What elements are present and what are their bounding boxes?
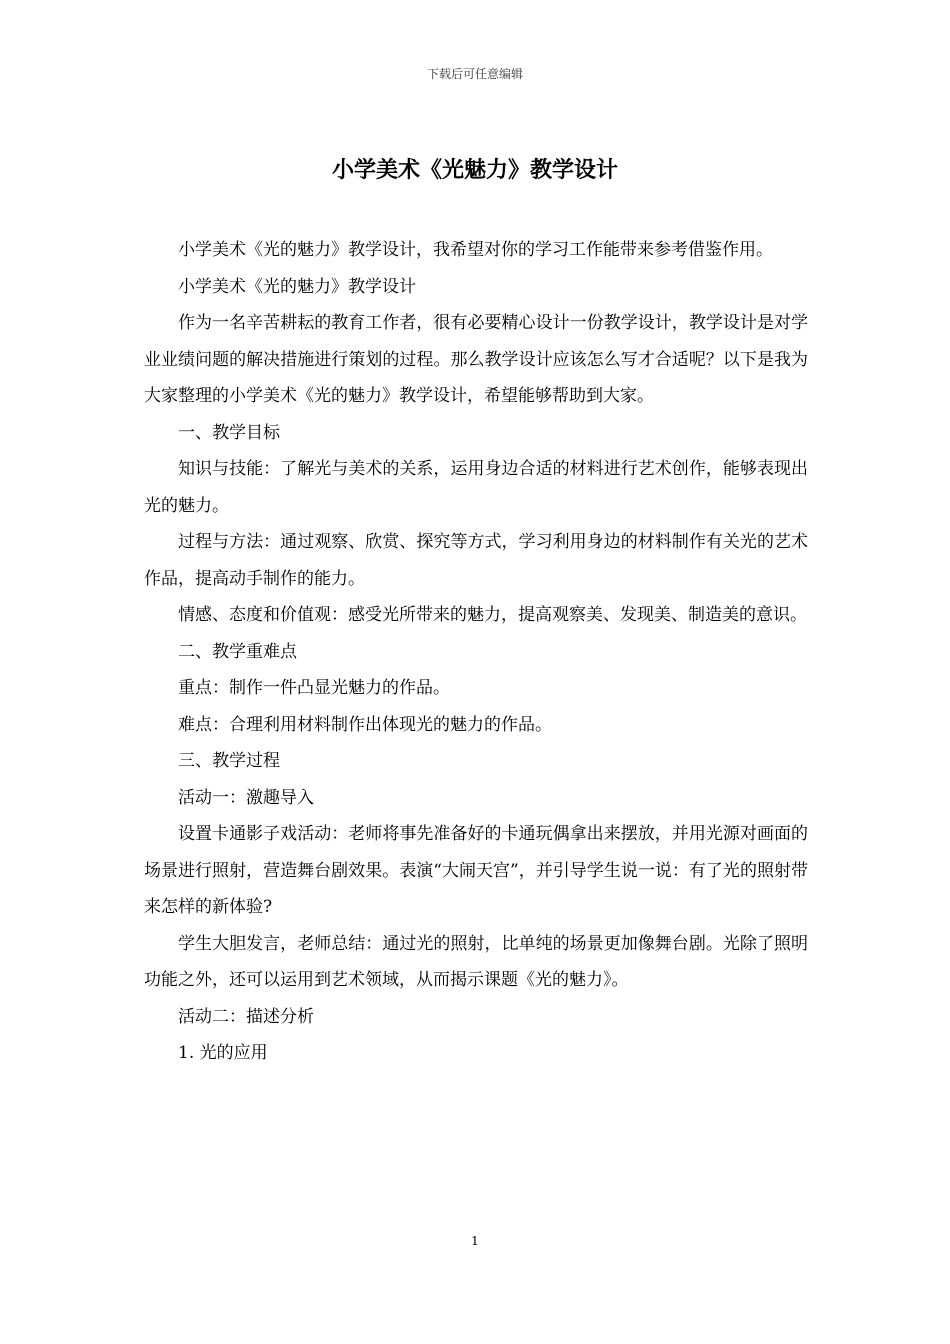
paragraph-subtitle: 小学美术《光的魅力》教学设计 — [178, 276, 416, 297]
activity-heading-two: 活动二：描述分析 — [178, 1006, 314, 1027]
page-number: 1 — [471, 1234, 479, 1248]
paragraph-difficulty: 难点：合理利用材料制作出体现光的魅力的作品。 — [178, 714, 552, 735]
activity-heading-one: 活动一：激趣导入 — [178, 787, 314, 808]
paragraph-knowledge-skills: 知识与技能：了解光与美术的关系，运用身边合适的材料进行艺术创作，能够表现出光的魅力。 — [144, 459, 808, 516]
section-heading-process: 三、教学过程 — [178, 751, 280, 771]
document-title: 小学美术《光魅力》教学设计 — [331, 157, 618, 183]
paragraph-teacher-summary: 学生大胆发言，老师总结：通过光的照射，比单纯的场景更加像舞台剧。光除了照明功能之外，还可以运用到艺术领域，从而揭示课题《光的魅力》。 — [144, 933, 808, 990]
paragraph-emotion-values: 情感、态度和价值观：感受光所带来的魅力，提高观察美、发现美、制造美的意识。 — [178, 605, 807, 625]
paragraph-process-methods: 过程与方法：通过观察、欣赏、探究等方式，学习利用身边的材料制作有关光的艺术作品，提高动手制作的能力。 — [144, 532, 808, 589]
paragraph-shadow-play: 设置卡通影子戏活动：老师将事先准备好的卡通玩偶拿出来摆放，并用光源对画面的场景进行照射，营造舞台剧效果。表演“大闹天宫”，并引导学生说一说：有了光的照射带来怎样的新体验? — [144, 824, 808, 917]
list-item-light-application: 1. 光的应用 — [178, 1043, 268, 1063]
paragraph-intro: 小学美术《光的魅力》教学设计，我希望对你的学习工作能带来参考借鉴作用。 — [178, 240, 773, 260]
document-body — [144, 232, 808, 1072]
section-heading-objectives: 一、教学目标 — [178, 422, 280, 443]
page-header: 下载后可任意编辑 — [426, 67, 523, 81]
paragraph-key-point: 重点：制作一件凸显光魅力的作品。 — [178, 678, 450, 698]
section-heading-key-points: 二、教学重难点 — [178, 641, 297, 662]
paragraph-preface: 作为一名辛苦耕耘的教育工作者，很有必要精心设计一份教学设计，教学设计是对学业业绩问题的解决措施进行策划的过程。那么教学设计应该怎么写才合适呢？以下是我为大家整理的小学美术《光的魅力》教学设计，希望能够帮助到大家。 — [144, 313, 808, 406]
